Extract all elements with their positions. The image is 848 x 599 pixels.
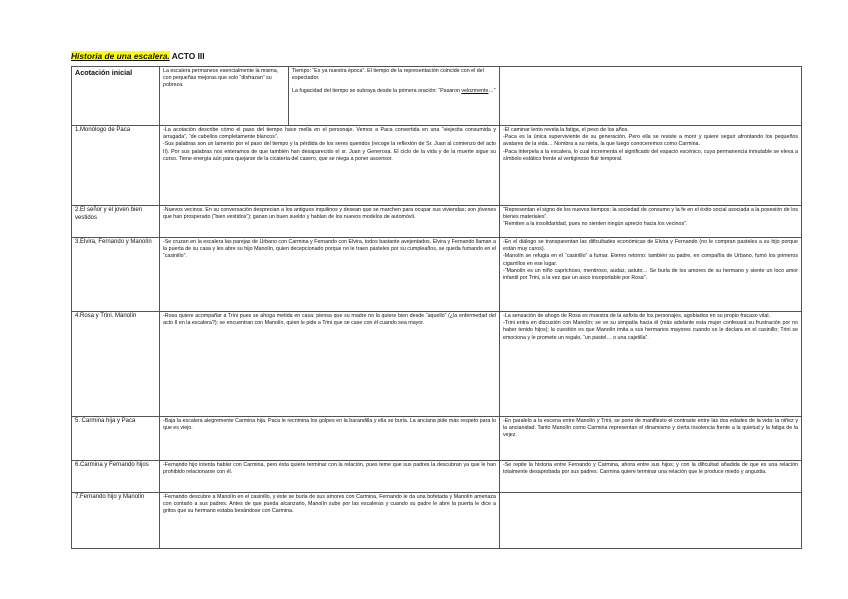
row-commentary: “Representan el signo de los nuevos tiempos: la sociedad de consumo y la fe en el éxito social asociada a la posesión de los bienes materiales”. “Remiten a la insolidaridad, pues no sienten ningún aprecio hacia los vecinos”. bbox=[500, 206, 802, 238]
document-title bbox=[71, 50, 801, 62]
header-fugacity-underlined: velozmente bbox=[461, 88, 489, 95]
table-row bbox=[72, 312, 802, 417]
row-label: 3.Elvira, Fernando y Manolín bbox=[72, 238, 160, 312]
row-commentary bbox=[500, 493, 802, 549]
row-analysis: -Rosa quiere acompañar a Trini pues se ahoga metida en casa; piensa que su madre no la quiere bien desde “aquello” (¿la enfermedad del acto II en la escalera?); se encuentran con Manolín, quien le pide a Trini que se case con él cuando sea mayor. bbox=[160, 312, 500, 417]
header-col2 bbox=[289, 67, 500, 126]
header-fugacity-post: …” bbox=[488, 88, 496, 95]
header-col1: La escalera permanece esencialmente la misma, con pequeñas mejoras que solo “disfrazan” su pobreza. bbox=[160, 67, 289, 126]
table-row bbox=[72, 493, 802, 549]
row-analysis: -Baja la escalera alegremente Carmina hija. Paca le recrimina los golpes en la barandilla y ella se burla. La anciana pide más respeto para lo que es viejo. bbox=[160, 417, 500, 461]
row-label: 7.Fernando hijo y Manolín bbox=[72, 493, 160, 549]
row-label: 5. Carmina hija y Paca bbox=[72, 417, 160, 461]
row-analysis: -La acotación describe cómo el paso del tiempo hace mella en el personaje. Vemos a Paca convertida en una “viejecita consumida y arrugada”, “de cabellos completamente blancos”. -Sus palabras son un lamento por el paso del tiempo y la pérdida de los seres queridos (recoge la reflexión de Sr. Juan al comienzo del acto II). Por sus palabras nos enteramos de que también han desaparecido el sr. Juan y Generosa. El ciclo de la vida y de la muerte sigue su curso. Tiene energía aún para quejarse de la cicatería del casero, que se niega a poner ascensor. bbox=[160, 126, 500, 206]
row-commentary: -Se repite la historia entre Fernando y Carmina, ahora entre sus hijos; y con la dificultad añadida de que es una relación totalmente desaprobada por sus padres. Carmina quiere terminar una relación que le produce miedo y angustia. bbox=[500, 461, 802, 493]
header-label: Acotación inicial bbox=[72, 67, 160, 126]
row-label: 2.El señor y el joven bien vestidos bbox=[72, 206, 160, 238]
row-analysis: -Fernando hijo intenta hablar con Carmina, pero ésta quiere terminar con la relación, pues teme que sus padres la descubran ya que le han prohibido relacionarse con él. bbox=[160, 461, 500, 493]
table-row bbox=[72, 206, 802, 238]
table-row bbox=[72, 238, 802, 312]
table-row bbox=[72, 461, 802, 493]
table-row bbox=[72, 126, 802, 206]
row-commentary: -En paralelo a la escena entre Manolín y Trini, se pone de manifiesto el contraste entre las dos edades de la vida: la niñez y la ancianidad. Tanto Manolín como Carmina representan el dinamismo y cierta insolencia frente a la quietud y la fatiga de la vejez. bbox=[500, 417, 802, 461]
row-commentary: -El caminar lento revela la fatiga, el peso de los años. -Paca es la única superviviente de su generación. Pero ella se resiste a morir y quiere seguir afrontando los pequeños avatares de la vida… Nombra a su nieta, la que luego conoceremos como Carmina. -Paca interpela a la escalera, lo cual incrementa el significado del espacio escénico, cuya permanencia inmutable se eleva a símbolo estático frente al vertiginoso fluir temporal. bbox=[500, 126, 802, 206]
header-time-line: Tiempo: “Es ya nuestra época”. El tiempo de la representación coincide con el del espectador. bbox=[292, 68, 484, 82]
title-highlight: Historia de una escalera. bbox=[71, 51, 170, 61]
title-act: ACTO III bbox=[169, 51, 205, 61]
row-analysis: -Se cruzan en la escalera las parejas de Urbano con Carmina y Fernando con Elvira, todos bastante avejentados. Elvira y Fernando llaman a la puerta de su casa y les abre su hijo Manolín, quien decepcionado porque no le traen pasteles por su cumpleaños, se queda fumando en el “casinillo”. bbox=[160, 238, 500, 312]
row-analysis: -Nuevos vecinos. En su conversación desprecian a los antiguos inquilinos y desean que se marchen para ocupar sus viviendas; son jóvenes que han prosperado (“bien vestidos”); ganan un buen sueldo y hablan de los nuevos modelos de automóvil. bbox=[160, 206, 500, 238]
row-label: 1.Monólogo de Paca bbox=[72, 126, 160, 206]
row-analysis: -Fernando descubre a Manolín en el casinillo, y éste se burla de sus amores con Carmina, Fernando le da una bofetada y Manolín amenaza con contarlo a sus padres. Antes de que pueda alcanzarlo, Manolín sube por las escaleras y cuando su padre le abre la puerta le dice a gritos que su hermano estaba besándose con Carmina. bbox=[160, 493, 500, 549]
header-col3 bbox=[500, 67, 802, 126]
table-row bbox=[72, 417, 802, 461]
row-commentary: -La sensación de ahogo de Rosa es muestra de la asfixia de los personajes, agobiados en su propio fracaso vital. -Trini entra en discusión con Manolín; se ve su simpatía hacia él (más adelante esta mujer confesará su frustración por no haber tenido hijos); la cuestión es que Manolín imita a sus hermanos mayores cuando se le declara en el casinillo; Trini se emociona y le promete un regalo, “un pastel… o una cajetilla”. bbox=[500, 312, 802, 417]
table-header-row bbox=[72, 67, 802, 126]
scene-table bbox=[71, 66, 802, 549]
row-commentary: -En el diálogo se transparentan las dificultades económicas de Elvira y Fernando (no le compran pasteles a su hijo porque están muy caros). -Manolín se refugia en el “casinillo” a fumar. Eterno retorno: también su padre, en compañía de Urbano, fumó los primeros cigarrillos en ese lugar. -“Manolín es un niño caprichoso, mentiroso, audaz, astuto… Se burla de los amores de su hermano y siente un loco amor infantil por Trini, a la vez que un asco insoportable por Rosa”. bbox=[500, 238, 802, 312]
row-label: 4.Rosa y Trini. Manolín bbox=[72, 312, 160, 417]
header-fugacity-pre: La fugacidad del tiempo se subraya desde la primera oración: “Pasaron bbox=[292, 88, 462, 95]
document-page bbox=[71, 50, 801, 549]
row-label: 6.Carmina y Fernando hijos bbox=[72, 461, 160, 493]
